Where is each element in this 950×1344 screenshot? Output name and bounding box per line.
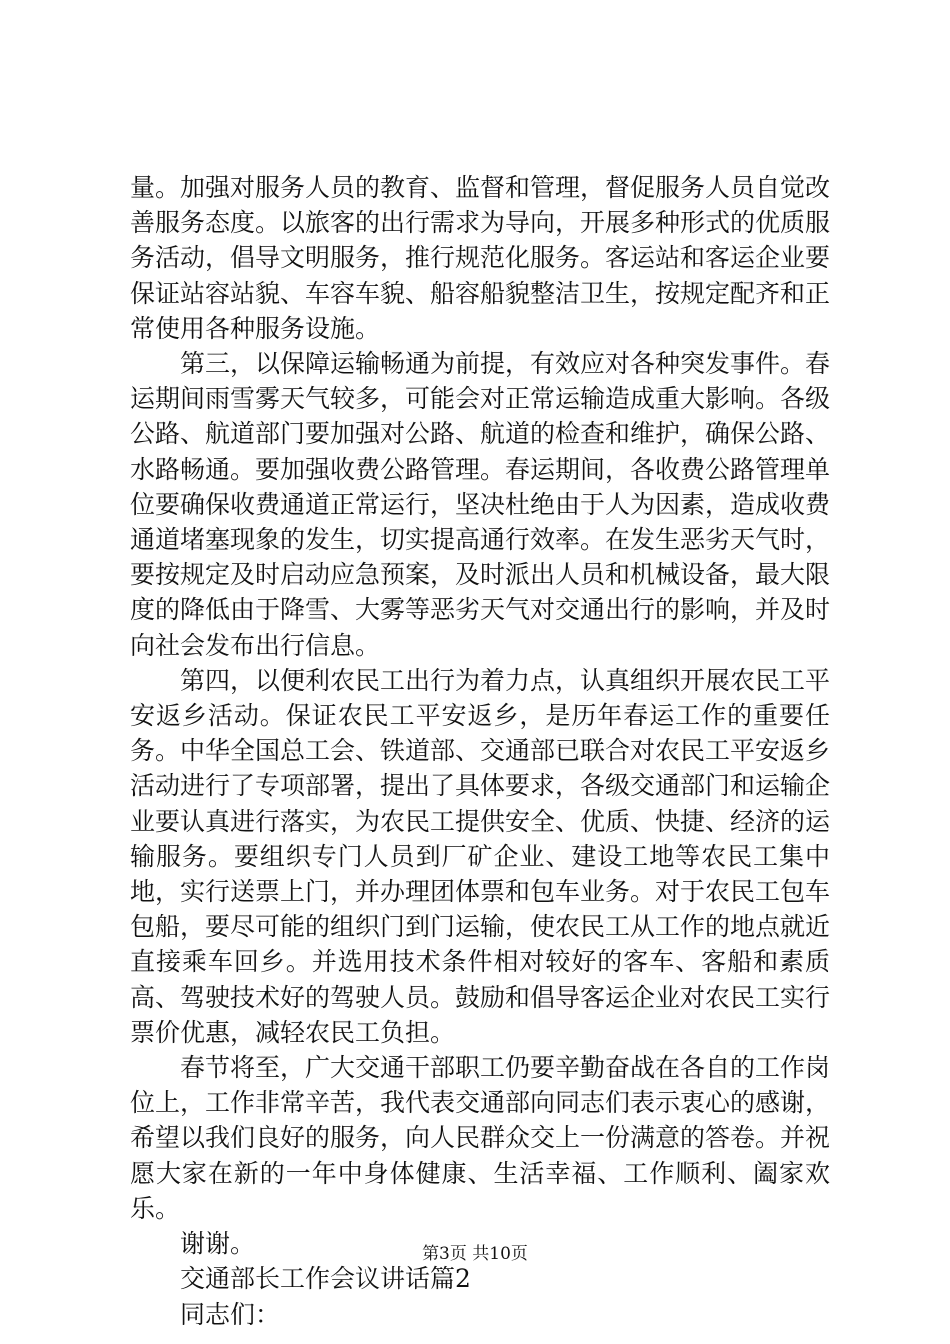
document-body [130,170,830,1332]
closing-thanks: 谢谢。 [180,1229,256,1259]
salutation: 同志们： [180,1299,281,1329]
paragraph-fourth-point: 第四，以便利农民工出行为着力点，认真组织开展农民工平安返乡活动。保证农民工平安返乡，是历年春运工作的重要任务。中华全国总工会、铁道部、交通部已联合对农民工平安返乡活动进行了专项部署，提出了具体要求，各级交通部门和运输企业要认真进行落实，为农民工提供安全、优质、快捷、经济的运输服务。要组织专门人员到厂矿企业、建设工地等农民工集中地，实行送票上门，并办理团体票和包车业务。对于农民工包车包船，要尽可能的组织门到门运输，使农民工从工作的地点就近直接乘车回乡。并选用技术条件相对较好的客车、客船和素质高、驾驶技术好的驾驶人员。鼓励和倡导客运企业对农民工实行票价优惠，减轻农民工负担。 [130,665,831,1047]
page-number: 第3页 共10页 [422,1244,528,1264]
paragraph-continued: 量。加强对服务人员的教育、监督和管理，督促服务人员自觉改善服务态度。以旅客的出行需求为导向，开展多种形式的优质服务活动，倡导文明服务，推行规范化服务。客运站和客运企业要保证站容站貌、车容车貌、船容船貌整洁卫生，按规定配齐和正常使用各种服务设施。 [130,173,831,343]
paragraph-spring-festival: 春节将至，广大交通干部职工仍要辛勤奋战在各自的工作岗位上，工作非常辛苦，我代表交通部向同志们表示衷心的感谢，希望以我们良好的服务，向人民群众交上一份满意的答卷。并祝愿大家在新的一年中身体健康、生活幸福、工作顺利、阖家欢乐。 [130,1053,831,1223]
page-footer [0,1242,950,1266]
paragraph-third-point: 第三，以保障运输畅通为前提，有效应对各种突发事件。春运期间雨雪雾天气较多，可能会对正常运输造成重大影响。各级公路、航道部门要加强对公路、航道的检查和维护，确保公路、水路畅通。要加强收费公路管理。春运期间，各收费公路管理单位要确保收费通道正常运行，坚决杜绝由于人为因素，造成收费通道堵塞现象的发生，切实提高通行效率。在发生恶劣天气时，要按规定及时启动应急预案，及时派出人员和机械设备，最大限度的降低由于降雪、大雾等恶劣天气对交通出行的影响，并及时向社会发布出行信息。 [130,349,831,660]
section-title: 交通部长工作会议讲话篇2 [180,1264,471,1294]
